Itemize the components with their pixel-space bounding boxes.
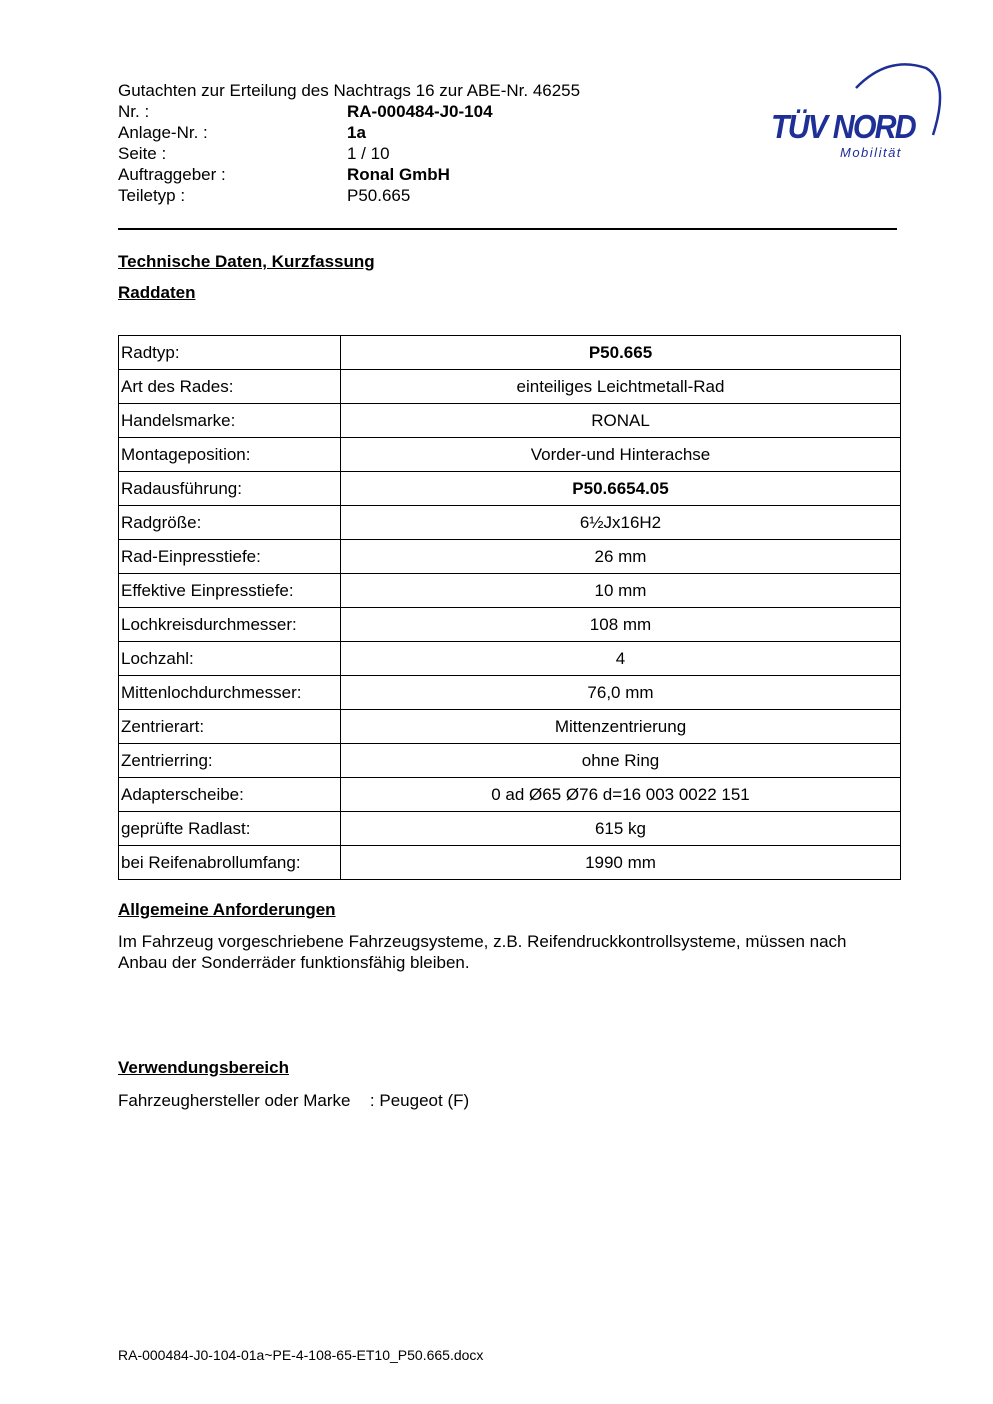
wheel-data-table: [118, 335, 901, 880]
logo-brand-text: TÜV NORD: [771, 108, 915, 145]
header-label-auftraggeber: Auftraggeber :: [118, 165, 226, 184]
verwendung-label: Fahrzeughersteller oder Marke: [118, 1091, 351, 1110]
table-row: [119, 404, 901, 438]
table-cell-value: 0 ad Ø65 Ø76 d=16 003 0022 151: [341, 778, 901, 812]
table-row: [119, 336, 901, 370]
table-cell-label: Montageposition:: [119, 438, 341, 472]
verwendung-row: [118, 1090, 469, 1111]
header-value-seite: 1 / 10: [347, 144, 390, 163]
header-value-auftraggeber: Ronal GmbH: [347, 165, 450, 184]
table-row: [119, 812, 901, 846]
logo-sub-text: Mobilität: [840, 145, 902, 160]
table-cell-label: Rad-Einpresstiefe:: [119, 540, 341, 574]
header-label-nr: Nr. :: [118, 102, 150, 121]
header-value-nr: RA-000484-J0-104: [347, 102, 493, 121]
table-cell-value: 615 kg: [341, 812, 901, 846]
table-cell-value: 10 mm: [341, 574, 901, 608]
table-row: [119, 642, 901, 676]
table-cell-value: 6½Jx16H2: [341, 506, 901, 540]
table-row: [119, 438, 901, 472]
table-cell-value: 4: [341, 642, 901, 676]
table-cell-label: Zentrierart:: [119, 710, 341, 744]
table-cell-value: 76,0 mm: [341, 676, 901, 710]
table-cell-label: Effektive Einpresstiefe:: [119, 574, 341, 608]
table-cell-label: geprüfte Radlast:: [119, 812, 341, 846]
table-cell-value: 26 mm: [341, 540, 901, 574]
table-cell-label: Art des Rades:: [119, 370, 341, 404]
document-header: [118, 80, 678, 206]
table-cell-label: Zentrierring:: [119, 744, 341, 778]
header-row-anlage: [118, 122, 678, 143]
tuev-nord-logo: [768, 60, 948, 165]
table-row: [119, 370, 901, 404]
table-row: [119, 574, 901, 608]
verwendung-separator: :: [369, 1091, 375, 1110]
table-row: [119, 676, 901, 710]
raddaten-title: Raddaten: [118, 283, 196, 302]
allgemein-text: Im Fahrzeug vorgeschriebene Fahrzeugsysteme, z.B. Reifendruckkontrollsysteme, müssen nach Anbau der Sonderräder funktionsfähig bleiben.: [118, 932, 847, 972]
header-row-seite: [118, 143, 678, 164]
table-cell-value: RONAL: [341, 404, 901, 438]
table-cell-value: Vorder-und Hinterachse: [341, 438, 901, 472]
table-cell-label: Lochkreisdurchmesser:: [119, 608, 341, 642]
header-value-anlage: 1a: [347, 123, 366, 142]
table-cell-label: Adapterscheibe:: [119, 778, 341, 812]
header-label-anlage: Anlage-Nr. :: [118, 123, 208, 142]
document-title: Gutachten zur Erteilung des Nachtrags 16 zur ABE-Nr. 46255: [118, 81, 581, 100]
table-cell-label: Radtyp:: [119, 336, 341, 370]
verwendung-value: Peugeot (F): [379, 1091, 470, 1110]
header-label-seite: Seite :: [118, 144, 167, 163]
footer-filename: RA-000484-J0-104-01a~PE-4-108-65-ET10_P50.665.docx: [118, 1347, 484, 1363]
table-cell-value: P50.665: [341, 336, 901, 370]
table-cell-value: 1990 mm: [341, 846, 901, 880]
verwendung-title: Verwendungsbereich: [118, 1058, 289, 1077]
section-title: Technische Daten, Kurzfassung: [118, 252, 375, 271]
table-cell-value: einteiliges Leichtmetall-Rad: [341, 370, 901, 404]
table-row: [119, 540, 901, 574]
table-row: [119, 744, 901, 778]
table-cell-label: Mittenlochdurchmesser:: [119, 676, 341, 710]
table-cell-label: Lochzahl:: [119, 642, 341, 676]
header-row-auftraggeber: [118, 164, 678, 185]
allgemein-title: Allgemeine Anforderungen: [118, 900, 336, 919]
table-cell-label: Radgröße:: [119, 506, 341, 540]
header-label-teiletyp: Teiletyp :: [118, 186, 186, 205]
table-cell-label: bei Reifenabrollumfang:: [119, 846, 341, 880]
table-row: [119, 846, 901, 880]
table-cell-value: P50.6654.05: [341, 472, 901, 506]
header-row-teiletyp: [118, 185, 678, 206]
header-value-teiletyp: P50.665: [347, 186, 411, 205]
table-row: [119, 472, 901, 506]
table-cell-value: ohne Ring: [341, 744, 901, 778]
table-cell-label: Radausführung:: [119, 472, 341, 506]
table-row: [119, 778, 901, 812]
table-cell-label: Handelsmarke:: [119, 404, 341, 438]
table-cell-value: Mittenzentrierung: [341, 710, 901, 744]
table-row: [119, 506, 901, 540]
header-divider: [118, 228, 897, 230]
table-row: [119, 710, 901, 744]
table-cell-value: 108 mm: [341, 608, 901, 642]
header-row-nr: [118, 101, 678, 122]
table-row: [119, 608, 901, 642]
